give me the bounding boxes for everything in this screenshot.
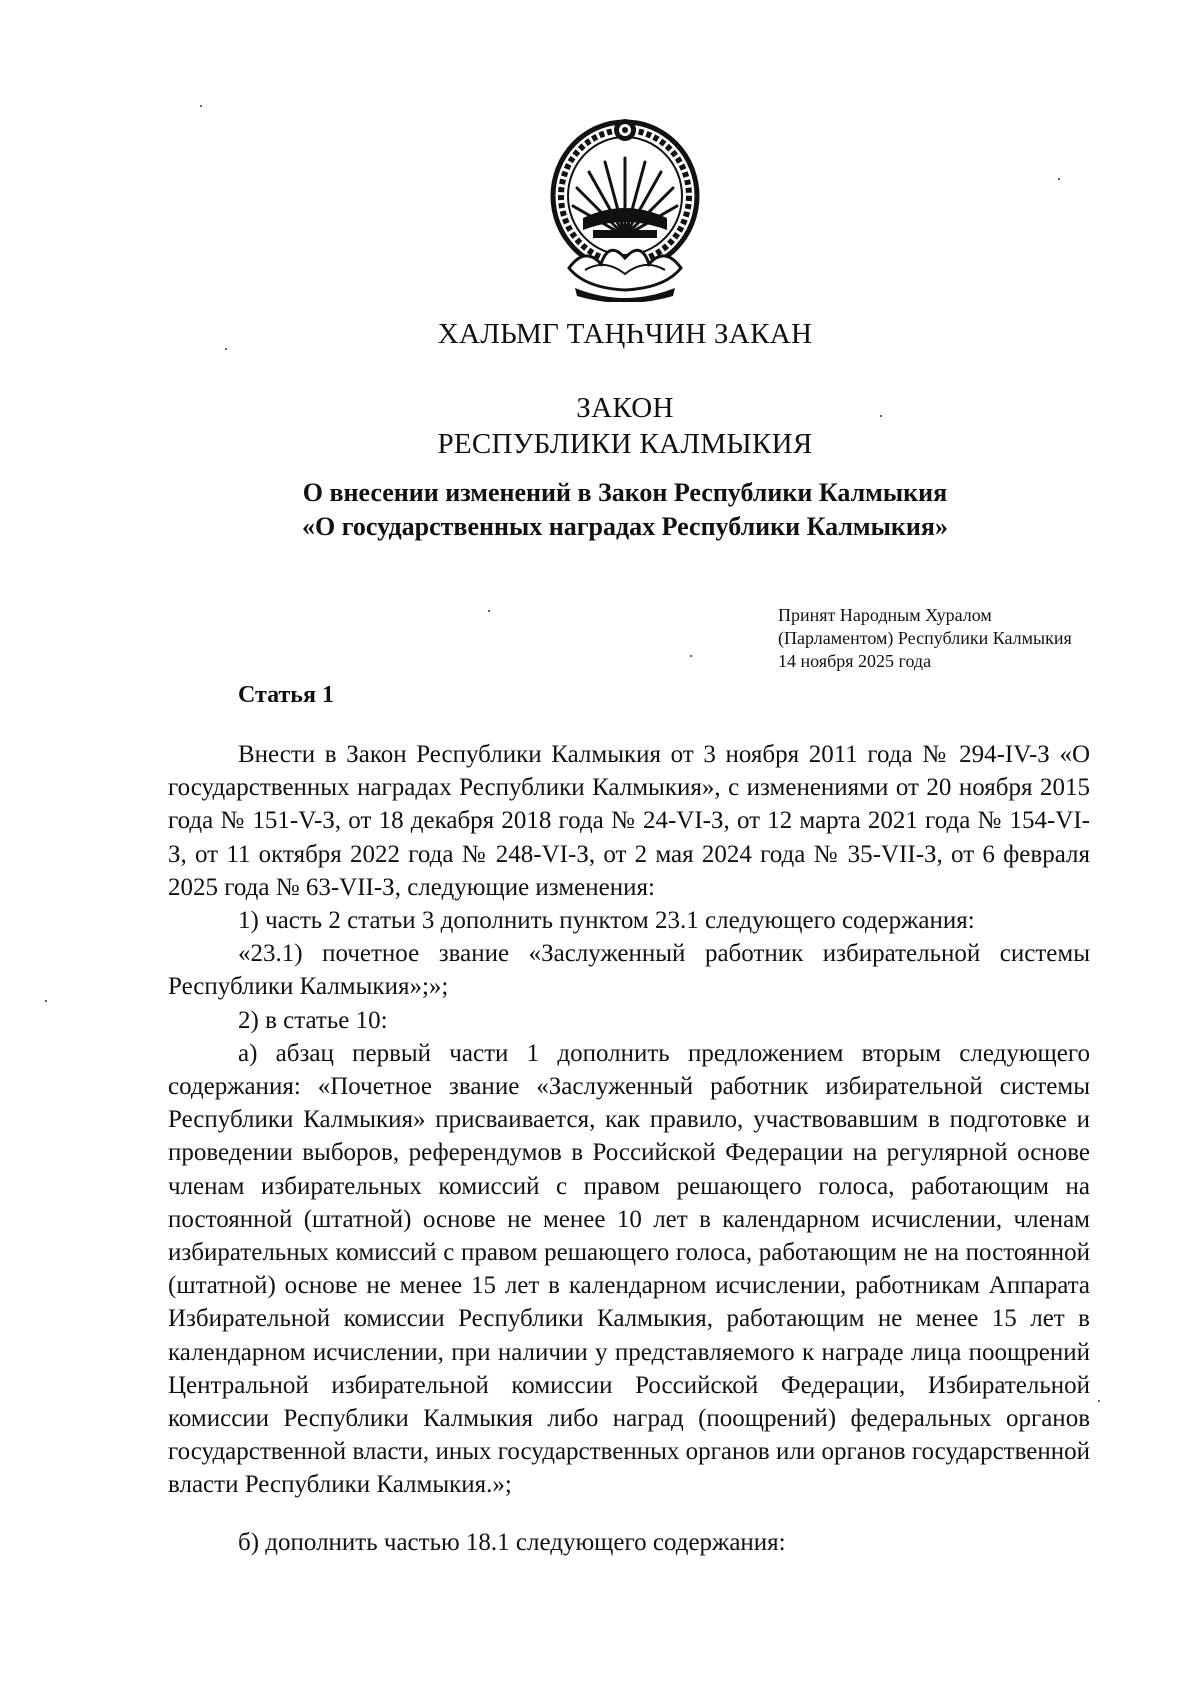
- article-paragraph: 2) в статье 10:: [238, 1006, 388, 1034]
- scan-speck: [880, 415, 882, 417]
- scan-speck: [225, 348, 227, 350]
- scan-speck: [45, 1000, 47, 1002]
- scan-speck: [1058, 178, 1060, 180]
- law-title: [0, 476, 1200, 544]
- adoption-line-1: Принят Народным Хуралом: [778, 605, 992, 625]
- coat-of-arms-emblem: [545, 118, 705, 302]
- law-title-line-1: О внесении изменений в Закон Республики Калмыкия: [302, 478, 948, 507]
- law-heading: [0, 390, 1200, 462]
- law-title-line-2: «О государственных наградах Республики Калмыкия»: [302, 512, 948, 541]
- scan-speck: [690, 655, 692, 657]
- republic-name: РЕСПУБЛИКИ КАЛМЫКИЯ: [437, 428, 813, 460]
- scan-speck: [1098, 1400, 1100, 1402]
- article-paragraph: «23.1) почетное звание «Заслуженный работник избирательной системы Республики Калмыкия»;»;: [168, 940, 1090, 1001]
- article-paragraph: Внести в Закон Республики Калмыкия от 3 ноября 2011 года № 294-IV-З «О государственных наградах Республики Калмыкия», с изменениями от 20 ноября 2015 года № 151-V-З, от 18 декабря 2018 года № 24-VI-З, от 12 марта 2021 года № 154-VI-З, от 11 октября 2022 года № 248-VI-З, от 2 мая 2024 года № 35-VII-З, от 6 февраля 2025 года № 63-VII-З, следующие изменения:: [168, 741, 1090, 901]
- article-paragraph: 1) часть 2 статьи 3 дополнить пунктом 23.1 следующего содержания:: [238, 907, 975, 935]
- article-body: [168, 738, 1090, 1559]
- scan-speck: [488, 610, 490, 612]
- article-paragraph: а) абзац первый части 1 дополнить предложением вторым следующего содержания: «Почетное звание «Заслуженный работник избирательной системы Республики Калмыкия» присваивается, как правило, участвовавшим в подготовке и проведении выборов, референдумов в Российской Федерации на регулярной основе членам избирательных комиссий с правом решающего голоса, работающим на постоянной (штатной) основе не менее 10 лет в календарном исчислении, членам избирательных комиссий с правом решающего голоса, работающим не на постоянной (штатной) основе не менее 15 лет в календарном исчислении, работникам Аппарата Избирательной комиссии Республики Калмыкия, работающим не менее 15 лет в календарном исчислении, при наличии у представляемого к награде лица поощрений Центральной избирательной комиссии Российской Федерации, Избирательной комиссии Республики Калмыкия либо наград (поощрений) федеральных органов государственной власти, иных государственных органов или органов государственной власти Республики Калмыкия.»;: [168, 1039, 1090, 1499]
- adoption-note: [778, 604, 1072, 673]
- kalmyk-law-title: ХАЛЬМГ ТАҢҺЧИН ЗАКАН: [437, 318, 813, 350]
- emblem-icon: [545, 118, 705, 302]
- article-heading: Статья 1: [238, 682, 334, 708]
- adoption-date: 14 ноября 2025 года: [778, 651, 932, 671]
- article-paragraph: б) дополнить частью 18.1 следующего содержания:: [238, 1528, 786, 1556]
- scan-speck: [200, 105, 202, 107]
- law-word: ЗАКОН: [576, 392, 674, 424]
- adoption-line-2: (Парламентом) Республики Калмыкия: [778, 628, 1072, 648]
